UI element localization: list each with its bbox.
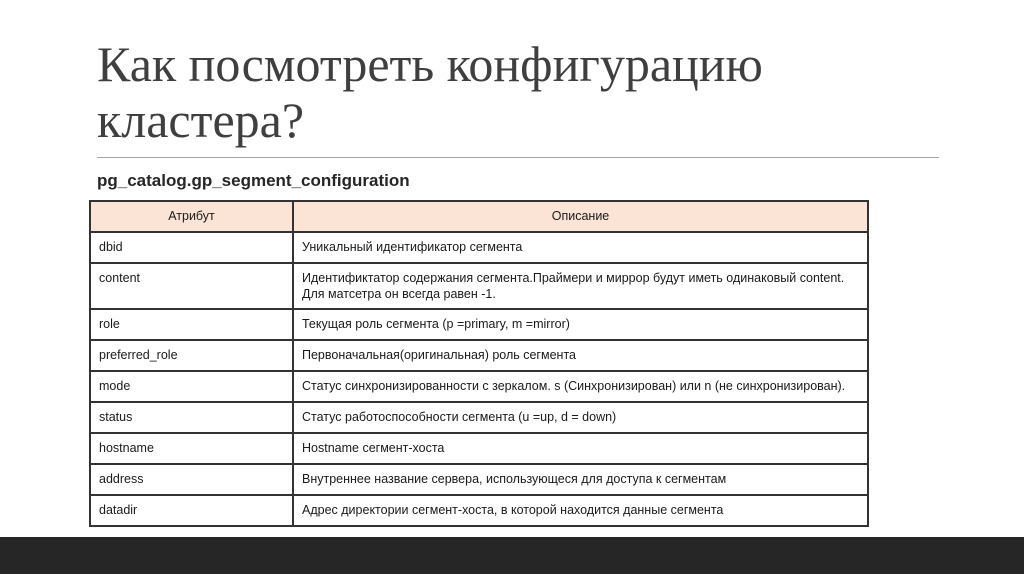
slide-title: Как посмотреть конфигурацию кластера? [97, 36, 763, 148]
description-cell: Идентификтатор содержания сегмента.Праймери и миррор будут иметь одинаковый content. Для матсетра он всегда равен -1. [293, 263, 868, 309]
title-divider [97, 157, 939, 158]
table-row [90, 340, 868, 371]
description-cell: Текущая роль сегмента (p =primary, m =mirror) [293, 309, 868, 340]
header-attribute: Атрибут [90, 201, 293, 232]
description-cell: Первоначальная(оригинальная) роль сегмента [293, 340, 868, 371]
description-cell: Уникальный идентификатор сегмента [293, 232, 868, 263]
table-row [90, 402, 868, 433]
description-cell: Статус работоспособности сегмента (u =up, d = down) [293, 402, 868, 433]
table-row [90, 309, 868, 340]
description-cell: Адрес директории сегмент-хоста, в которой находится данные сегмента [293, 495, 868, 526]
attribute-cell: preferred_role [90, 340, 293, 371]
table-caption: pg_catalog.gp_segment_configuration [97, 171, 410, 190]
description-cell: Внутреннее название сервера, использующеся для доступа к сегментам [293, 464, 868, 495]
table-row [90, 495, 868, 526]
table-header-row [90, 201, 868, 232]
attribute-cell: mode [90, 371, 293, 402]
attribute-cell: dbid [90, 232, 293, 263]
attribute-cell: content [90, 263, 293, 309]
attribute-cell: role [90, 309, 293, 340]
table-row [90, 433, 868, 464]
attribute-cell: hostname [90, 433, 293, 464]
bottom-bar [0, 537, 1024, 574]
attribute-cell: datadir [90, 495, 293, 526]
description-cell: Hostname сегмент-хоста [293, 433, 868, 464]
description-cell: Статус синхронизированности с зеркалом. s (Синхронизирован) или n (не синхронизирован). [293, 371, 868, 402]
table-row [90, 371, 868, 402]
attribute-cell: status [90, 402, 293, 433]
table-row [90, 464, 868, 495]
attribute-cell: address [90, 464, 293, 495]
header-description: Описание [293, 201, 868, 232]
attributes-table [89, 200, 869, 527]
table-row [90, 232, 868, 263]
table-row [90, 263, 868, 309]
